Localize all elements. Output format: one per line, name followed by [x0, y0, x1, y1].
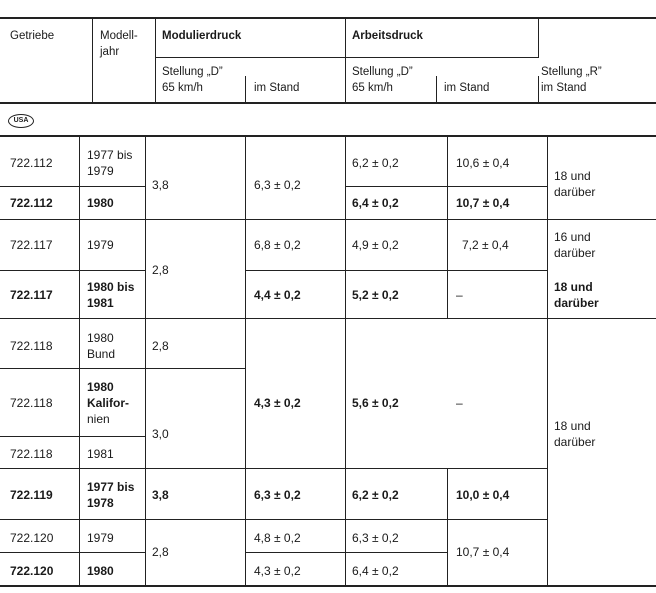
rule-col [538, 76, 539, 103]
cell-arb-r: darüber [554, 296, 599, 310]
header-arbeitsdruck: Arbeitsdruck [352, 30, 423, 42]
rule-col [145, 135, 146, 586]
cell-modelljahr: 1980 [87, 331, 114, 345]
rule-row [0, 552, 145, 553]
cell-getriebe: 722.118 [10, 396, 53, 410]
cell-arb-d: 5,2 ± 0,2 [352, 288, 399, 302]
header-getriebe: Getriebe [10, 30, 55, 42]
cell-modelljahr: 1980 [87, 380, 114, 394]
cell-modelljahr: Bund [87, 347, 116, 361]
header-modelljahr: jahr [100, 46, 120, 58]
rule-row [245, 270, 547, 271]
cell-mod-stand: 6,3 ± 0,2 [254, 488, 301, 502]
cell-modelljahr: 1977 bis [87, 480, 135, 494]
cell-arb-stand: – [456, 288, 463, 302]
cell-mod-d: 3,0 [152, 427, 169, 441]
cell-mod-d: 3,8 [152, 178, 169, 192]
rule-col [345, 17, 346, 103]
cell-getriebe: 722.112 [10, 156, 53, 170]
header-mod-speed: 65 km/h [162, 82, 203, 94]
rule-row [0, 270, 145, 271]
header-arb-r-im-stand: im Stand [541, 82, 587, 94]
cell-arb-stand: 10,6 ± 0,4 [456, 156, 510, 170]
rule-row [0, 318, 656, 319]
header-arb-speed: 65 km/h [352, 82, 393, 94]
cell-mod-stand: 4,3 ± 0,2 [254, 396, 301, 410]
cell-getriebe: 722.117 [10, 238, 53, 252]
header-arb-stellung-r: Stellung „R” [541, 66, 602, 78]
rule-row [0, 368, 245, 369]
rule-col [245, 76, 246, 103]
rule-col [245, 135, 246, 586]
rule-col [447, 135, 448, 319]
cell-arb-d: 4,9 ± 0,2 [352, 238, 399, 252]
cell-modelljahr: 1981 [87, 447, 114, 461]
cell-modelljahr: 1979 [87, 531, 114, 545]
rule-header-bottom [0, 102, 656, 104]
cell-mod-stand: 4,3 ± 0,2 [254, 564, 301, 578]
cell-mod-stand: 6,3 ± 0,2 [254, 178, 301, 192]
cell-modelljahr: 1981 [87, 296, 114, 310]
cell-getriebe: 722.112 [10, 196, 53, 210]
cell-mod-d: 2,8 [152, 545, 169, 559]
cell-arb-d: 6,2 ± 0,2 [352, 488, 399, 502]
cell-modelljahr: 1979 [87, 238, 114, 252]
cell-arb-r: 16 und [554, 230, 591, 244]
cell-getriebe: 722.120 [10, 564, 54, 578]
cell-getriebe: 722.117 [10, 288, 53, 302]
rule-col [538, 17, 539, 58]
cell-modelljahr: 1980 bis [87, 280, 135, 294]
cell-getriebe: 722.118 [10, 447, 53, 461]
cell-arb-d: 5,6 ± 0,2 [352, 396, 399, 410]
cell-mod-d: 2,8 [152, 339, 169, 353]
rule-row [0, 219, 656, 220]
rule-bottom [0, 585, 656, 587]
cell-arb-d: 6,2 ± 0,2 [352, 156, 399, 170]
cell-getriebe: 722.118 [10, 339, 53, 353]
rule-col [79, 135, 80, 586]
cell-getriebe: 722.120 [10, 531, 54, 545]
rule-top [0, 17, 656, 19]
cell-arb-r: 18 und [554, 280, 593, 294]
rule-col [436, 76, 437, 103]
cell-arb-r: 18 und [554, 169, 591, 183]
cell-arb-stand: 10,7 ± 0,4 [456, 545, 510, 559]
rule-body-top [0, 135, 656, 137]
cell-arb-stand: 10,7 ± 0,4 [456, 196, 510, 210]
rule-row [345, 186, 547, 187]
rule-col [447, 468, 448, 586]
rule-row [0, 519, 547, 520]
cell-arb-d: 6,4 ± 0,2 [352, 564, 399, 578]
cell-modelljahr: 1979 [87, 164, 114, 178]
usa-badge: USA [8, 114, 34, 128]
cell-modelljahr: 1980 [87, 564, 114, 578]
cell-modelljahr: nien [87, 412, 110, 426]
rule-col [547, 135, 548, 586]
cell-mod-stand: 4,8 ± 0,2 [254, 531, 301, 545]
cell-arb-stand: 7,2 ± 0,4 [462, 238, 509, 252]
cell-mod-stand: 6,8 ± 0,2 [254, 238, 301, 252]
cell-modelljahr: 1977 bis [87, 148, 133, 162]
rule-header-sub [155, 57, 538, 58]
cell-arb-d: 6,3 ± 0,2 [352, 531, 399, 545]
cell-arb-r: darüber [554, 435, 596, 449]
cell-mod-d: 3,8 [152, 488, 169, 502]
rule-row [0, 468, 547, 469]
header-mod-stellung-d: Stellung „D” [162, 66, 223, 78]
cell-arb-r: darüber [554, 246, 596, 260]
rule-col [92, 17, 93, 103]
cell-arb-r: 18 und [554, 419, 591, 433]
cell-getriebe: 722.119 [10, 488, 53, 502]
cell-modelljahr: 1980 [87, 196, 114, 210]
header-modelljahr: Modell- [100, 30, 138, 42]
cell-mod-d: 2,8 [152, 263, 169, 277]
rule-col [345, 135, 346, 586]
cell-arb-r: darüber [554, 185, 596, 199]
header-arb-im-stand: im Stand [444, 82, 490, 94]
rule-row [0, 436, 145, 437]
cell-arb-d: 6,4 ± 0,2 [352, 196, 399, 210]
rule-row [245, 552, 447, 553]
rule-col [155, 17, 156, 103]
cell-arb-stand: – [456, 396, 463, 410]
header-modulierdruck: Modulierdruck [162, 30, 242, 42]
header-mod-im-stand: im Stand [254, 82, 300, 94]
cell-modelljahr: Kalifor- [87, 396, 129, 410]
cell-mod-stand: 4,4 ± 0,2 [254, 288, 301, 302]
cell-modelljahr: 1978 [87, 496, 114, 510]
header-arb-stellung-d: Stellung „D” [352, 66, 413, 78]
rule-row [0, 186, 145, 187]
cell-arb-stand: 10,0 ± 0,4 [456, 488, 510, 502]
